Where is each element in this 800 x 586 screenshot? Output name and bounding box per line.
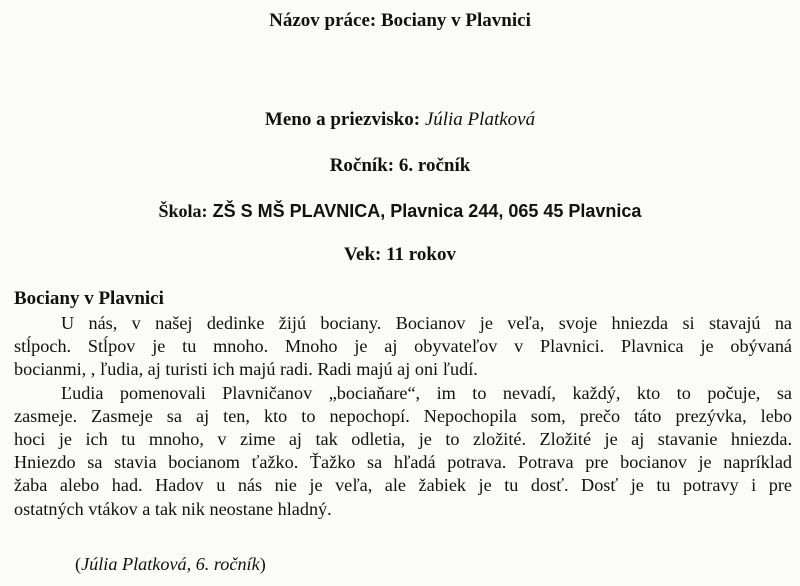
school-value: ZŠ S MŠ PLAVNICA, Plavnica 244, 065 45 Plavnica bbox=[212, 201, 642, 221]
age-label: Vek: bbox=[344, 244, 382, 265]
signature-text: Júlia Platková, 6. ročník bbox=[81, 554, 260, 574]
age-line bbox=[0, 244, 800, 266]
author-name-line bbox=[0, 109, 800, 131]
author-name-label: Meno a priezvisko: bbox=[264, 109, 421, 130]
essay-body bbox=[14, 312, 792, 521]
essay-line: ostatných vtákov a tak nik neostane hladný. bbox=[14, 498, 332, 519]
grade-value: 6. ročník bbox=[398, 155, 471, 176]
essay-heading: Bociany v Plavnici bbox=[14, 288, 164, 309]
essay-line: stĺpoch. Stĺpov je tu mnoho. Mnoho je aj obyvateľov v Plavnici. Plavnica je obývaná bbox=[14, 336, 792, 357]
age-value: 11 rokov bbox=[386, 244, 456, 265]
author-name-value: Júlia Platková bbox=[424, 109, 536, 130]
work-title-line bbox=[0, 10, 800, 32]
work-title-value: Bociany v Plavnici bbox=[380, 10, 531, 31]
grade-line bbox=[0, 155, 800, 177]
school-label: Škola: bbox=[158, 201, 208, 221]
essay-line: žaba alebo had. Hadov u nás nie je veľa, ale žabiek je tu dosť. Dosť je tu potravy i pre bbox=[14, 475, 792, 496]
essay-line: Ľudia pomenovali Plavničanov „bociaňare“, im to nevadí, každý, kto to počuje, sa bbox=[61, 382, 792, 403]
essay-line: U nás, v našej dedinke žijú bociany. Bocianov je veľa, svoje hniezda si stavajú na bbox=[61, 313, 792, 333]
essay-line: hoci je ich tu mnoho, v zime aj tak odletia, je to zložité. Zložité je aj stavanie hniezda. bbox=[14, 429, 792, 450]
school-line bbox=[0, 201, 800, 222]
essay-line: bocianmi, , ľudia, aj turisti ich majú radi. Radi majú aj oni ľudí. bbox=[14, 359, 478, 380]
work-title-label: Názov práce: bbox=[269, 10, 377, 31]
essay-line: zasmeje. Zasmeje sa aj ten, kto to nepochopí. Nepochopila som, prečo táto prezývka, lebo bbox=[14, 405, 792, 426]
grade-label: Ročník: bbox=[329, 155, 395, 176]
essay-line: Hniezdo sa stavia bocianom ťažko. Ťažko sa hľadá potrava. Potrava pre bocianov je napríklad bbox=[14, 452, 792, 473]
essay-signature: (Júlia Platková, 6. ročník) bbox=[75, 554, 266, 574]
